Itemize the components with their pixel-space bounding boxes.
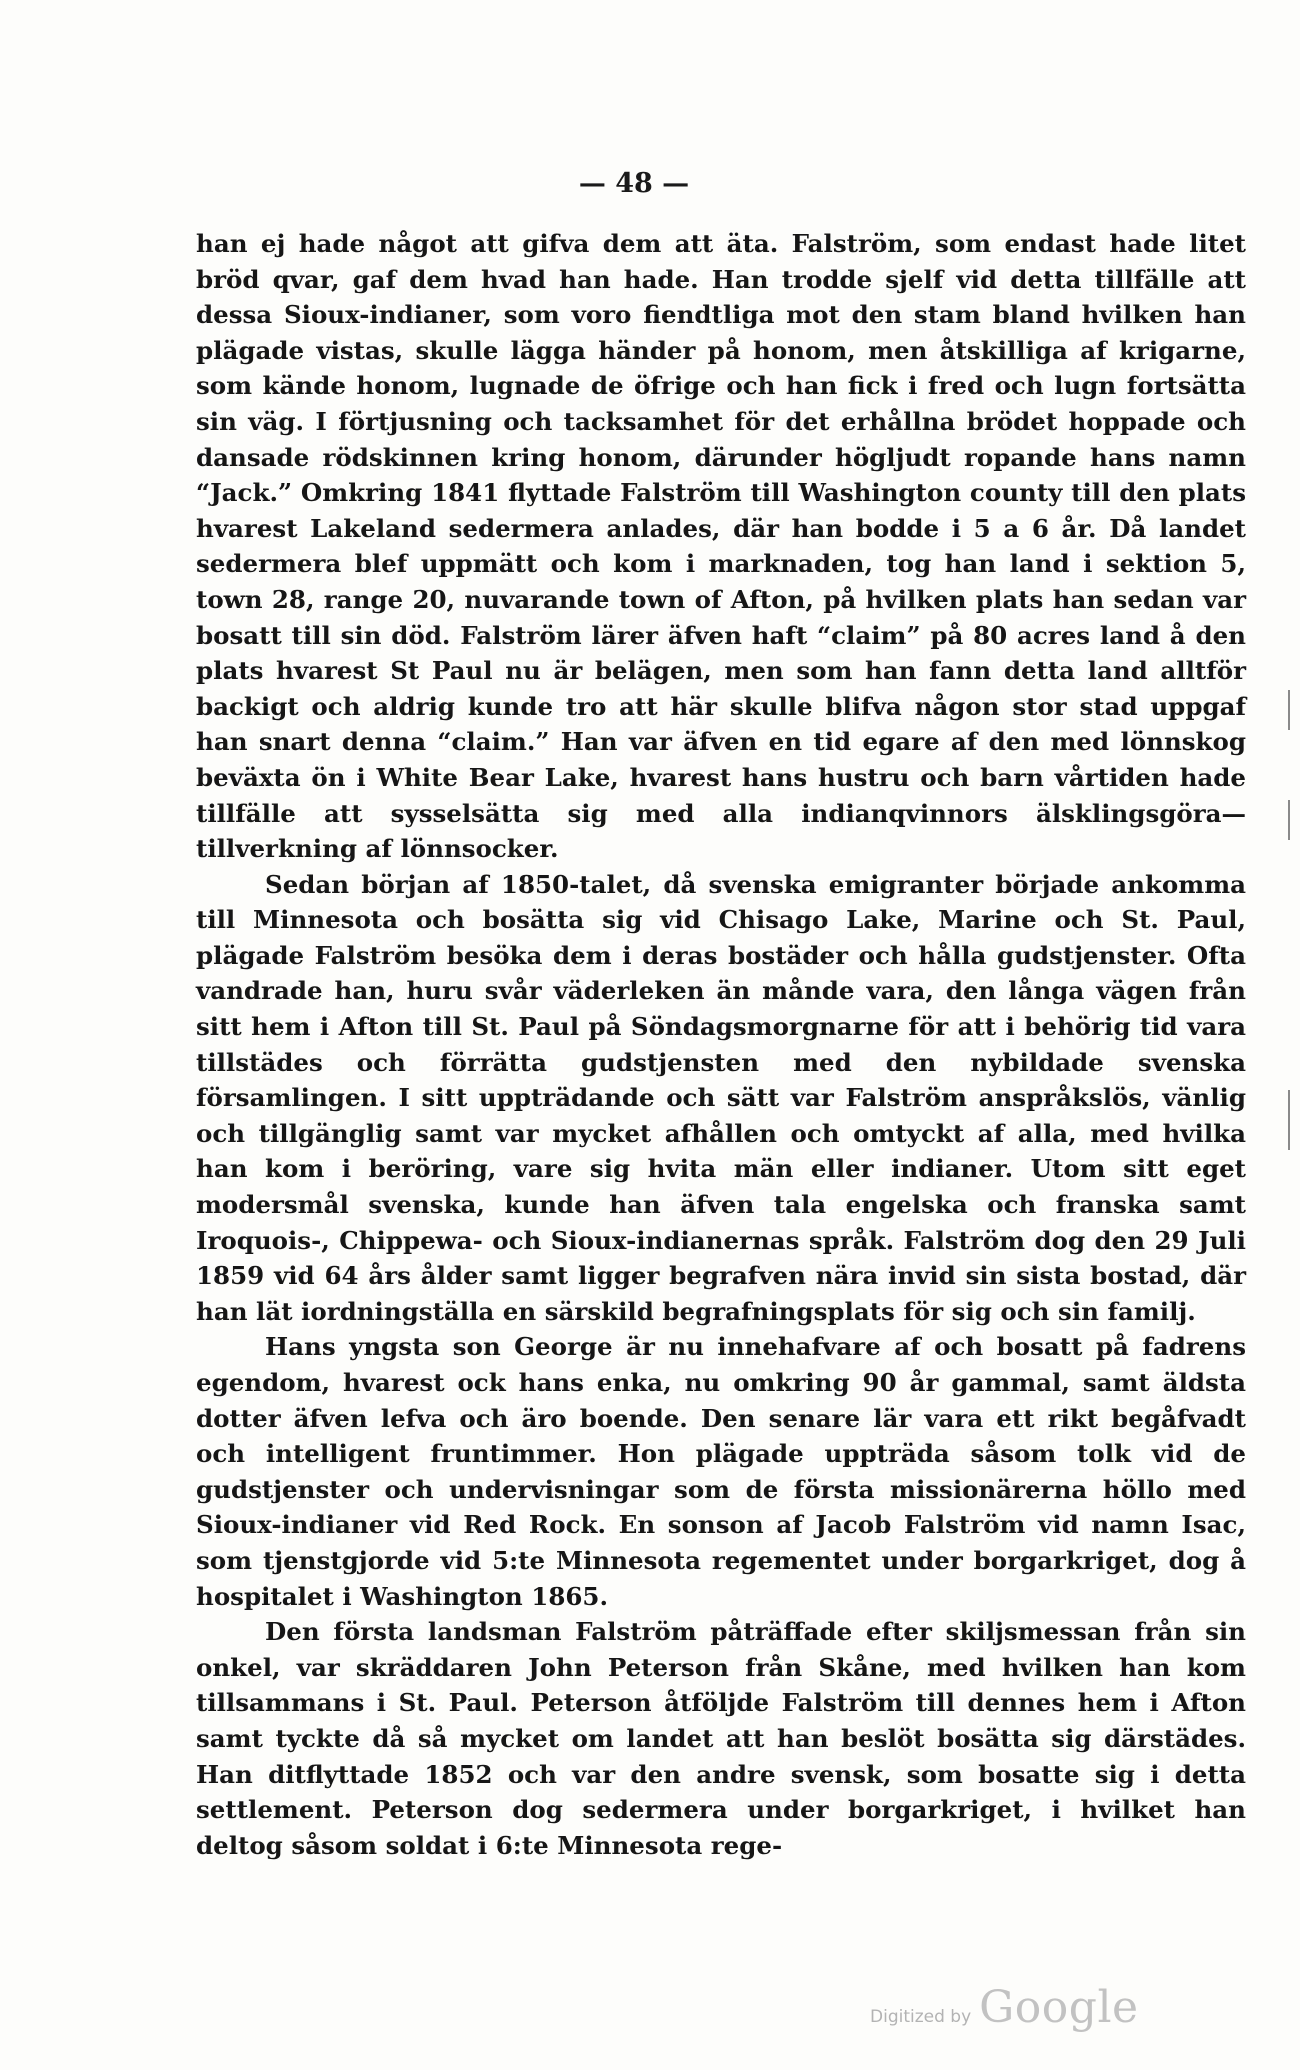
scan-edge-mark (1288, 800, 1290, 840)
scan-edge-mark (1288, 1090, 1290, 1150)
paragraph-2: Sedan början af 1850-talet, då svenska emigranter började ankomma till Minnesota och bosätta sig vid Chisago Lake, Marine och St. Paul, plägade Falström besöka dem i deras bostäder och hålla gudstjenster. Ofta vandrade han, huru svår väderleken än månde vara, den långa vägen från sitt hem i Afton till St. Paul på Söndagsmorgnarne för att i behörig tid vara tillstädes och förrätta gudstjensten med den nybildade svenska församlingen. I sitt uppträdande och sätt var Falström anspråkslös, vänlig och tillgänglig samt var mycket afhållen och omtyckt af alla, med hvilka han kom i beröring, vare sig hvita män eller indianer. Utom sitt eget modersmål svenska, kunde han äfven tala engelska och franska samt Iroquois-, Chippewa- och Sioux-indianernas språk. Falström dog den 29 Juli 1859 vid 64 års ålder samt ligger begrafven nära invid sin sista bostad, där han lät iordningställa en särskild begrafningsplats för sig och sin familj. (196, 869, 1246, 1326)
scan-edge-mark (1288, 690, 1290, 730)
paragraph-3: Hans yngsta son George är nu innehafvare af och bosatt på fadrens egendom, hvarest ock hans enka, nu omkring 90 år gammal, samt äldsta dotter äfven lefva och äro boende. Den senare lär vara ett rikt begåfvadt och intelligent fruntimmer. Hon plägade uppträda såsom tolk vid de gudstjenster och undervisningar som de första missionärerna höllo med Sioux-indianer vid Red Rock. En sonson af Jacob Falström vid namn Isac, som tjenstgjorde vid 5:te Minnesota regementet under borgarkriget, dog å hospitalet i Washington 1865. (196, 1332, 1246, 1611)
digitized-by-google-watermark (870, 1982, 1230, 2038)
google-logo: Google (979, 1982, 1139, 2033)
body-text (196, 226, 1246, 1863)
page-number: — 48 — (578, 168, 690, 199)
watermark-prefix: Digitized by (870, 2007, 972, 2027)
paragraph-4: Den första landsman Falström påträffade efter skiljsmessan från sin onkel, var skräddaren John Peterson från Skåne, med hvilken han kom tillsammans i St. Paul. Peterson åtföljde Falström till dennes hem i Afton samt tyckte då så mycket om landet att han beslöt bosätta sig därstädes. Han ditflyttade 1852 och var den andre svensk, som bosatte sig i detta settlement. Peterson dog sedermera under borgarkriget, i hvilket han deltog såsom soldat i 6:te Minnesota rege- (196, 1617, 1246, 1860)
paragraph-1: han ej hade något att gifva dem att äta. Falström, som endast hade litet bröd qvar, gaf dem hvad han hade. Han trodde sjelf vid detta tillfälle att dessa Sioux-indianer, som voro fiendtliga mot den stam bland hvilken han plägade vistas, skulle lägga händer på honom, men åtskilliga af krigarne, som kände honom, lugnade de öfrige och han fick i fred och lugn fortsätta sin väg. I förtjusning och tacksamhet för det erhållna brödet hoppade och dansade rödskinnen kring honom, därunder högljudt ropande hans namn “Jack.” Omkring 1841 flyttade Falström till Washington county till den plats hvarest Lakeland sedermera anlades, där han bodde i 5 a 6 år. Då landet sedermera blef uppmätt och kom i marknaden, tog han land i sektion 5, town 28, range 20, nuvarande town of Afton, på hvilken plats han sedan var bosatt till sin död. Falström lärer äfven haft “claim” på 80 acres land å den plats hvarest St Paul nu är belägen, men som han fann detta land alltför backigt och aldrig kunde tro att här skulle blifva någon stor stad uppgaf han snart denna “claim.” Han var äfven en tid egare af den med lönnskog beväxta ön i White Bear Lake, hvarest hans hustru och barn vårtiden hade tillfälle att sysselsätta sig med alla indianqvinnors älsklingsgöra—tillverkning af lönnsocker. (196, 229, 1246, 864)
